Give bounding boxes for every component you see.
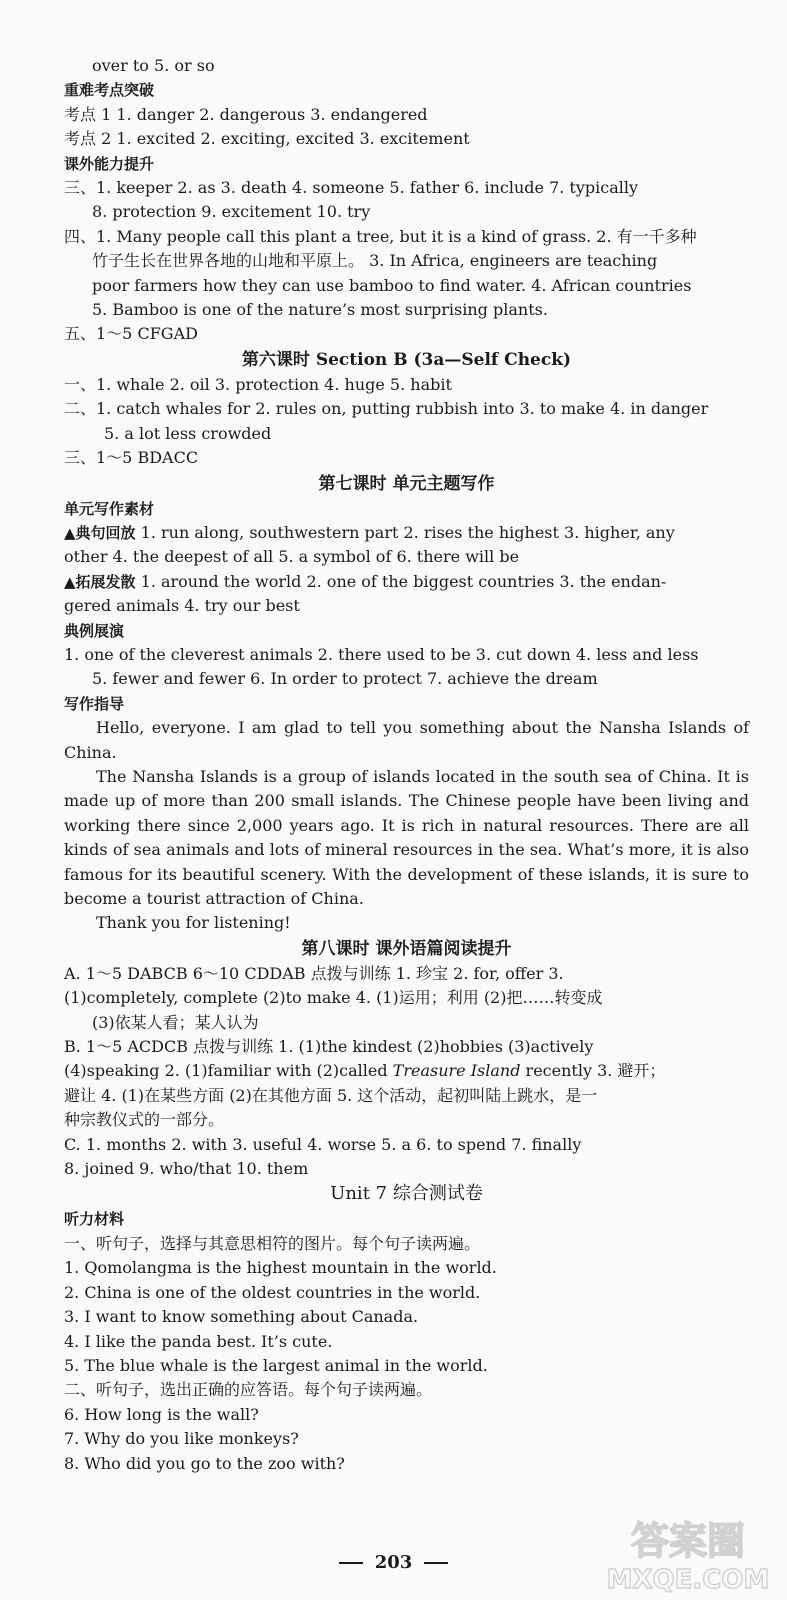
section-heading: 单元写作素材 [64,499,155,518]
text-line: 5. a lot less crowded [104,423,272,443]
text-line: C. 1. months 2. with 3. useful 4. worse 5. a 6. to spend 7. finally [64,1134,582,1154]
text-line: (1)completely, complete (2)to make 4. (1)运用；利用 (2)把……转变成 [64,988,603,1008]
text-line: 考点 2 1. excited 2. exciting, excited 3. excitement [64,129,470,149]
text-span: 1. around the world 2. one of the biggest countries 3. the endan- [135,571,667,591]
text-span: (4)speaking 2. (1)familiar with (2)called [64,1061,393,1081]
lesson-title: 第六课时 Section B (3a—Self Check) [241,349,572,370]
text-line: poor farmers how they can use bamboo to find water. 4. African countries [92,275,692,295]
lesson-title: 第七课时 单元主题写作 [318,473,495,494]
text-line: gered animals 4. try our best [64,596,300,616]
text-line: (3)依某人看；某人认为 [92,1012,259,1032]
text-line: 5. fewer and fewer 6. In order to protect 7. achieve the dream [92,669,598,689]
text-span: recently 3. 避开； [520,1061,666,1081]
text-line: 三、1～5 BDACC [64,448,199,468]
text-line: B. 1～5 ACDCB 点拨与训练 1. (1)the kindest (2)hobbies (3)actively [64,1037,594,1057]
text-line: 二、1. catch whales for 2. rules on, putting rubbish into 3. to make 4. in danger [64,399,709,419]
section-heading: 典例展演 [64,621,125,640]
text-line: 4. I like the panda best. It’s cute. [64,1331,333,1351]
essay-text: Hello, everyone. I am glad to tell you something about the Nansha Islands of China. [64,718,749,762]
text-line: 考点 1 1. danger 2. dangerous 3. endangered [64,104,428,124]
text-line: 5. The blue whale is the largest animal in the world. [64,1355,488,1375]
text-line: 5. Bamboo is one of the nature’s most surprising plants. [92,300,548,320]
text-line: A. 1～5 DABCB 6～10 CDDAB 点拨与训练 1. 珍宝 2. for, offer 3. [64,963,564,983]
text-line: 四、1. Many people call this plant a tree, but it is a kind of grass. 2. 有一千多种 [64,226,697,246]
test-title: Unit 7 综合测试卷 [330,1183,483,1205]
triangle-label: ▲典句回放 [64,523,136,542]
essay-paragraph [64,716,749,765]
section-heading: 写作指导 [64,694,125,713]
text-line: 8. joined 9. who/that 10. them [64,1159,309,1179]
section-heading: 重难考点突破 [64,81,155,100]
essay-paragraph [64,765,749,911]
text-line: 避让 4. (1)在某些方面 (2)在其他方面 5. 这个活动，起初叫陆上跳水，是一 [64,1085,598,1105]
lesson-title: 第八课时 课外语篇阅读提升 [301,938,512,959]
book-title: Treasure Island [392,1061,521,1081]
text-line: 1. one of the cleverest animals 2. there used to be 3. cut down 4. less and less [64,644,699,664]
triangle-label: ▲拓展发散 [64,572,136,591]
text-line: 五、1～5 CFGAD [64,324,198,344]
text-span: 1. run along, southwestern part 2. rises the highest 3. higher, any [135,522,675,542]
text-line: other 4. the deepest of all 5. a symbol of 6. there will be [64,547,520,567]
text-line: 二、听句子，选出正确的应答语。每个句子读两遍。 [64,1380,433,1400]
text-line: 2. China is one of the oldest countries in the world. [64,1282,481,1302]
text-line: 6. How long is the wall? [64,1404,259,1424]
text-line: 竹子生长在世界各地的山地和平原上。 3. In Africa, engineers are teaching [92,251,658,271]
text-line: 8. protection 9. excitement 10. try [92,202,371,222]
text-line [64,521,749,545]
text-line: 一、听句子，选择与其意思相符的图片。每个句子读两遍。 [64,1233,481,1253]
section-heading: 听力材料 [64,1210,125,1229]
watermark-line2: MXQE.COM [606,1565,770,1595]
text-line: 1. Qomolangma is the highest mountain in the world. [64,1258,497,1278]
watermark-logo [603,1508,773,1596]
section-heading: 课外能力提升 [64,154,155,173]
text-line: 8. Who did you go to the zoo with? [64,1453,345,1473]
text-line: 三、1. keeper 2. as 3. death 4. someone 5. father 6. include 7. typically [64,178,639,198]
text-line [64,1059,749,1083]
essay-text: The Nansha Islands is a group of islands located in the south sea of China. It is made up of more than 200 small islands. The Chinese people have been living and working there since 2,000 years ago. It is rich in natural resources. There are all kinds of sea animals and lots of mineral resources in the sea. What’s more, it is also famous for its beautiful scenery. With the development of these islands, it is sure to become a tourist attraction of China. [64,766,749,908]
essay-text: Thank you for listening! [96,913,291,933]
text-line: 一、1. whale 2. oil 3. protection 4. huge 5. habit [64,374,452,394]
text-line: 3. I want to know something about Canada. [64,1307,419,1327]
text-line: over to 5. or so [92,56,215,75]
watermark-line1: 答案圈 [630,1519,746,1563]
text-line [64,570,749,594]
page-number-text: 203 [374,1552,413,1573]
text-line: 7. Why do you like monkeys? [64,1429,299,1449]
text-line: 种宗教仪式的一部分。 [64,1110,225,1130]
essay-paragraph [64,911,749,935]
